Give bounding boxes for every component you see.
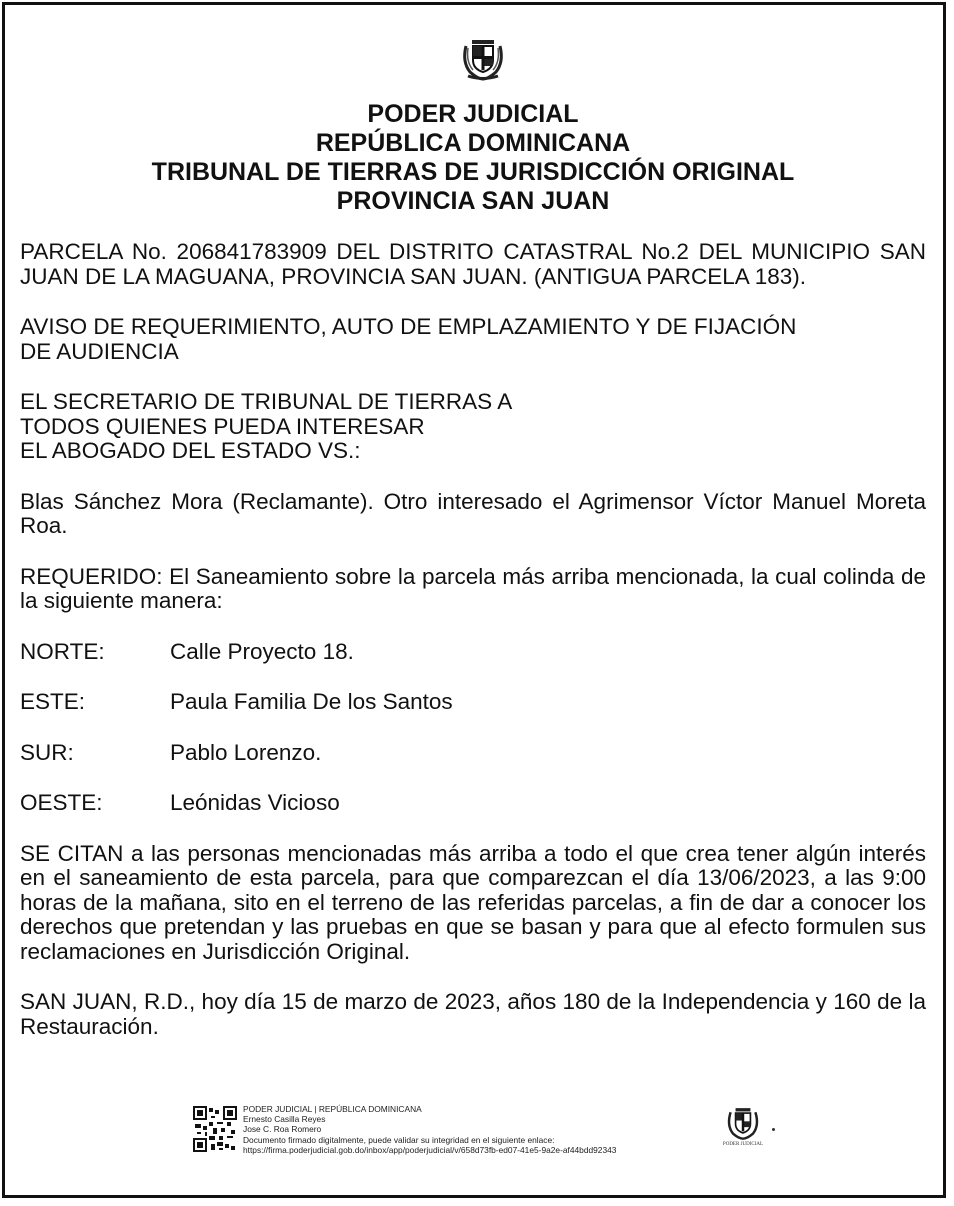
notice-body: [20, 240, 926, 1065]
qr-code-icon[interactable]: [193, 1106, 237, 1152]
digital-signature-footer: [193, 1104, 713, 1164]
boundary-direction: ESTE:: [20, 689, 86, 714]
boundary-row: [20, 640, 926, 665]
boundary-neighbor: Pablo Lorenzo.: [170, 739, 322, 765]
notice-title-line: DE AUDIENCIA: [20, 338, 179, 364]
heading-line-1: PODER JUDICIAL: [367, 100, 579, 128]
verification-link[interactable]: https://firma.poderjudicial.gob.do/inbox/app/poderjudicial/v/658d73fb-ed07-41e5-9a2e-af44bdd92343: [243, 1144, 617, 1155]
heading-line-4: PROVINCIA SAN JUAN: [336, 187, 610, 215]
footer-institution: PODER JUDICIAL | REPÚBLICA DOMINICANA: [243, 1104, 422, 1114]
decorative-dot: [772, 1128, 775, 1131]
boundary-direction: OESTE:: [20, 790, 103, 815]
court-heading: [20, 100, 926, 216]
addressee-line: EL SECRETARIO DE TRIBUNAL DE TIERRAS A: [20, 389, 513, 414]
heading-line-2: REPÚBLICA DOMINICANA: [315, 129, 631, 157]
footer-signer: Ernesto Casilla Reyes: [243, 1114, 326, 1125]
footer-seal: [722, 1104, 764, 1154]
boundary-direction: NORTE:: [20, 638, 105, 664]
heading-line-3: TRIBUNAL DE TIERRAS DE JURISDICCIÓN ORIGINAL: [151, 158, 795, 186]
footer-note: Documento firmado digitalmente, puede validar su integridad en el siguiente enlace:: [243, 1134, 555, 1145]
boundary-neighbor: Paula Familia De los Santos: [170, 689, 453, 714]
summons-paragraph: SE CITAN a las personas mencionadas más arriba a todo el que crea tener algún interés en el saneamiento de esta parcela, para que comparezcan el día 13/06/2023, a las 9:00 horas de la mañana, sito en el terreno de las referidas parcelas, a fin de dar a conocer los derechos que pretendan y las pruebas en que se basan y para que al efecto formulen sus reclamaciones en Jurisdicción Original.: [20, 840, 926, 964]
boundary-row: [20, 741, 926, 766]
closing-paragraph: SAN JUAN, R.D., hoy día 15 de marzo de 2023, años 180 de la Independencia y 160 de la Restauración.: [20, 989, 926, 1039]
boundary-neighbor: Calle Proyecto 18.: [170, 638, 354, 664]
notice-title: [20, 315, 926, 364]
boundary-neighbor: Leónidas Vicioso: [170, 790, 340, 815]
signature-details: [243, 1104, 616, 1155]
boundary-direction: SUR:: [20, 739, 74, 765]
boundary-row: [20, 690, 926, 715]
coat-of-arms-icon: [458, 32, 508, 82]
parties-paragraph: Blas Sánchez Mora (Reclamante). Otro interesado el Agrimensor Víctor Manuel Moreta Roa.: [20, 488, 926, 538]
addressee-line: TODOS QUIENES PUEDA INTERESAR: [20, 413, 425, 439]
boundary-row: [20, 791, 926, 816]
addressee-block: [20, 390, 926, 464]
seal-caption: PODER JUDICIAL: [722, 1142, 764, 1147]
footer-signer: Jose C. Roa Romero: [243, 1124, 322, 1135]
requested-paragraph: REQUERIDO: El Saneamiento sobre la parcela más arriba mencionada, la cual colinda de la siguiente manera:: [20, 563, 926, 613]
addressee-line: EL ABOGADO DEL ESTADO VS.:: [20, 438, 361, 463]
coat-of-arms-icon: [722, 1104, 764, 1142]
parcel-paragraph: PARCELA No. 206841783909 DEL DISTRITO CATASTRAL No.2 DEL MUNICIPIO SAN JUAN DE LA MAGUANA, PROVINCIA SAN JUAN. (ANTIGUA PARCELA 183).: [20, 239, 926, 289]
notice-title-line: AVISO DE REQUERIMIENTO, AUTO DE EMPLAZAMIENTO Y DE FIJACIÓN: [20, 314, 797, 339]
